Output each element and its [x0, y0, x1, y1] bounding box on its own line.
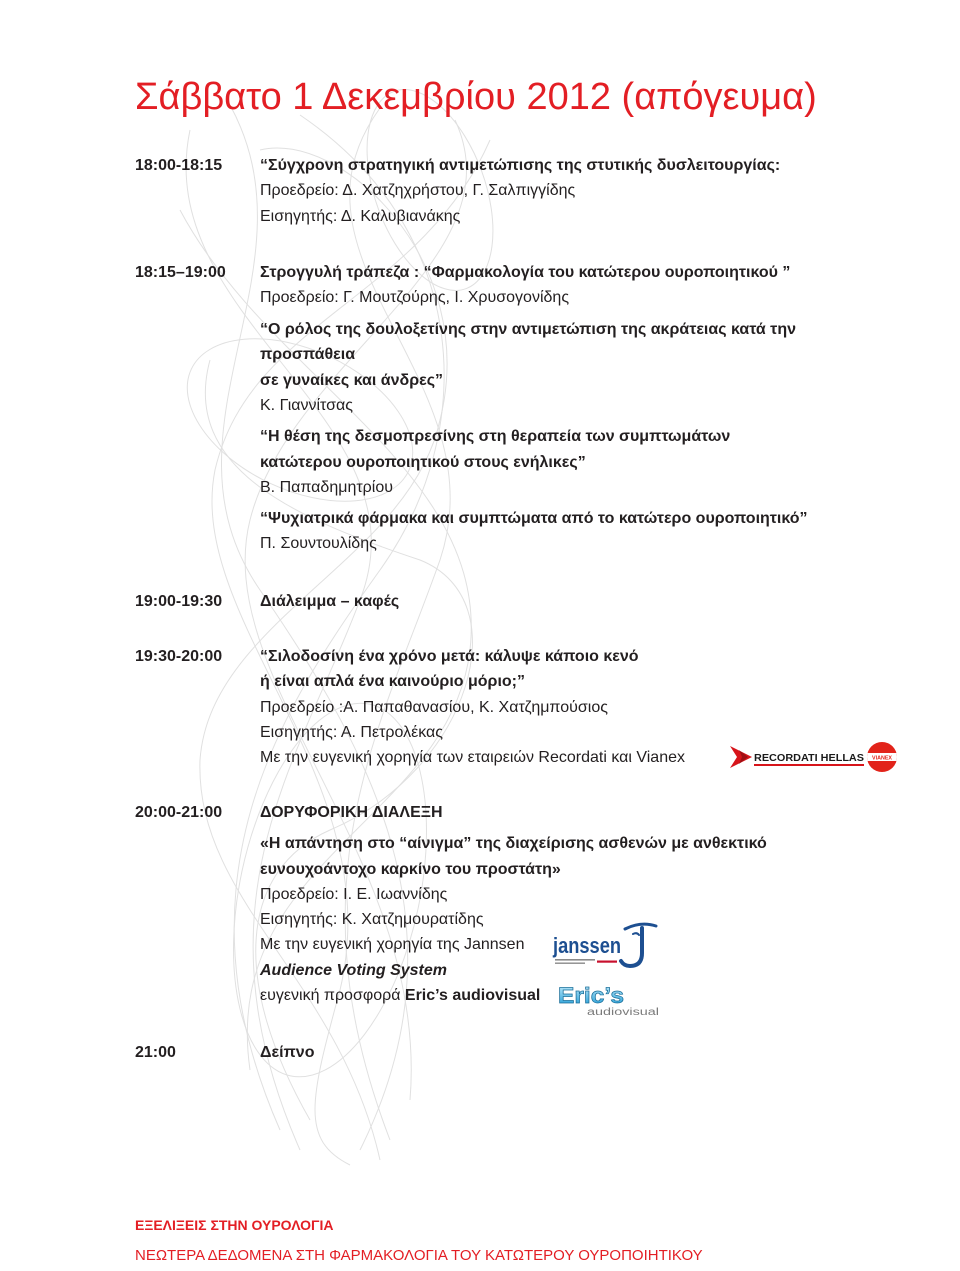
session-time: 19:00-19:30 [135, 593, 223, 610]
talk-title-line: “Ψυχιατρικά φάρμακα και συμπτώματα από το κατώτερο ουροποιητικό” [260, 510, 808, 528]
footer-series-title: ΕΞΕΛΙΞΕΙΣ ΣΤΗΝ ΟΥΡΟΛΟΓΙΑ [135, 1217, 334, 1233]
offer-prefix: ευγενική προσφορά [260, 987, 401, 1005]
session-2000-2100 [135, 800, 935, 1008]
page-title: Σάββατο 1 Δεκεμβρίου 2012 (απόγευμα) [135, 76, 817, 118]
session-1815-1900 [135, 260, 935, 557]
talk-speaker: Κ. Γιαννίτσας [260, 396, 353, 414]
session-time: 18:15–19:00 [135, 264, 226, 281]
session-1900-1930 [135, 589, 935, 614]
session-content [260, 589, 935, 614]
session-2100 [135, 1040, 935, 1065]
session-title: Διάλειμμα – καφές [260, 593, 400, 610]
session-chair: Προεδρείο: Δ. Χατζηχρήστου, Γ. Σαλπιγγίδης [260, 182, 576, 200]
session-time: 19:30-20:00 [135, 648, 223, 665]
janssen-figure-icon [621, 924, 656, 966]
talk-item [260, 506, 935, 557]
talk-title-line: σε γυναίκες και άνδρες” [260, 371, 444, 389]
talk-title-line: προσπάθεια [260, 346, 356, 364]
session-speaker: Εισηγητής: Α. Πετρολέκας [260, 723, 443, 741]
talk-title-line: “Η θέση της δεσμοπρεσίνης στη θεραπεία των συμπτωμάτων [260, 428, 731, 446]
talk-item [260, 317, 935, 418]
vianex-logo-text: VIANEX [872, 755, 893, 762]
session-content [260, 260, 935, 557]
session-1800-1815 [135, 153, 935, 229]
footer-event-title: ΝΕΩΤΕΡΑ ΔΕΔΟΜΕΝΑ ΣΤΗ ΦΑΡΜΑΚΟΛΟΓΙΑ ΤΟΥ ΚΑΤΩΤΕΡΟΥ ΟΥΡΟΠΟΙΗΤΙΚΟΥ [135, 1247, 703, 1264]
session-time: 18:00-18:15 [135, 157, 223, 174]
session-chair: Προεδρείο: Γ. Μουτζούρης, Ι. Χρυσογονίδης [260, 289, 570, 307]
session-title: ΔΟΡΥΦΟΡΙΚΗ ΔΙΑΛΕΞΗ [260, 804, 443, 821]
voting-system-label: Audience Voting System [260, 961, 447, 979]
talk-speaker: Π. Σουντουλίδης [260, 535, 377, 553]
session-chair: Προεδρείο: Ι. Ε. Ιωαννίδης [260, 885, 448, 903]
session-title-line: “Σιλοδοσίνη ένα χρόνο μετά: κάλυψε κάποιο κενό [260, 648, 639, 665]
talk-title-line: “Ο ρόλος της δουλοξετίνης στην αντιμετώπιση της ακράτειας κατά την [260, 321, 796, 339]
session-content [260, 800, 935, 1008]
talk-speaker: Β. Παπαδημητρίου [260, 478, 393, 496]
session-chair: Προεδρείο :Α. Παπαθανασίου, Κ. Χατζημπούσιος [260, 698, 608, 716]
sponsor-note: Με την ευγενική χορηγία της Jannsen [260, 936, 525, 954]
session-title: Δείπνο [260, 1044, 315, 1061]
recordati-logo-text: RECORDATI HELLAS [754, 753, 865, 764]
recordati-mark-icon [730, 746, 752, 768]
sponsor-note: Με την ευγενική χορηγία των εταιρειών Recordati και Vianex [260, 749, 685, 767]
talk-title-line: κατώτερου ουροποιητικού στους ενήλικες” [260, 453, 586, 471]
session-speaker: Εισηγητής: Κ. Χατζημουρατίδης [260, 911, 484, 929]
offer-name: Eric’s audiovisual [404, 987, 541, 1005]
janssen-logo [549, 920, 661, 972]
session-speaker: Εισηγητής: Δ. Καλυβιανάκης [260, 207, 461, 225]
session-title: Στρογγυλή τράπεζα : “Φαρμακολογία του κατώτερου ουροποιητικού ” [260, 264, 791, 281]
talk-title-line: ευνουχοάντοχο καρκίνο του προστάτη» [260, 860, 561, 878]
erics-logo-text: Eric’s [558, 983, 624, 1008]
session-content [260, 153, 935, 229]
session-time: 21:00 [135, 1044, 176, 1061]
talk-item [260, 424, 935, 500]
talk-title-line: «Η απάντηση στο “αίνιγμα” της διαχείρισης ασθενών με ανθεκτικό [260, 835, 767, 853]
erics-audiovisual-logo [554, 981, 666, 1023]
session-title-line: ή είναι απλά ένα καινούριο μόριο;” [260, 673, 525, 691]
erics-logo-subtitle: audiovisual [587, 1007, 659, 1018]
session-content [260, 1040, 935, 1065]
vianex-logo [864, 739, 900, 775]
session-title: “Σύγχρονη στρατηγική αντιμετώπισης της στυτικής δυσλειτουργίας: [260, 157, 781, 174]
janssen-logo-text: janssen [552, 933, 621, 958]
recordati-hellas-logo [727, 741, 869, 773]
session-time: 20:00-21:00 [135, 804, 223, 821]
